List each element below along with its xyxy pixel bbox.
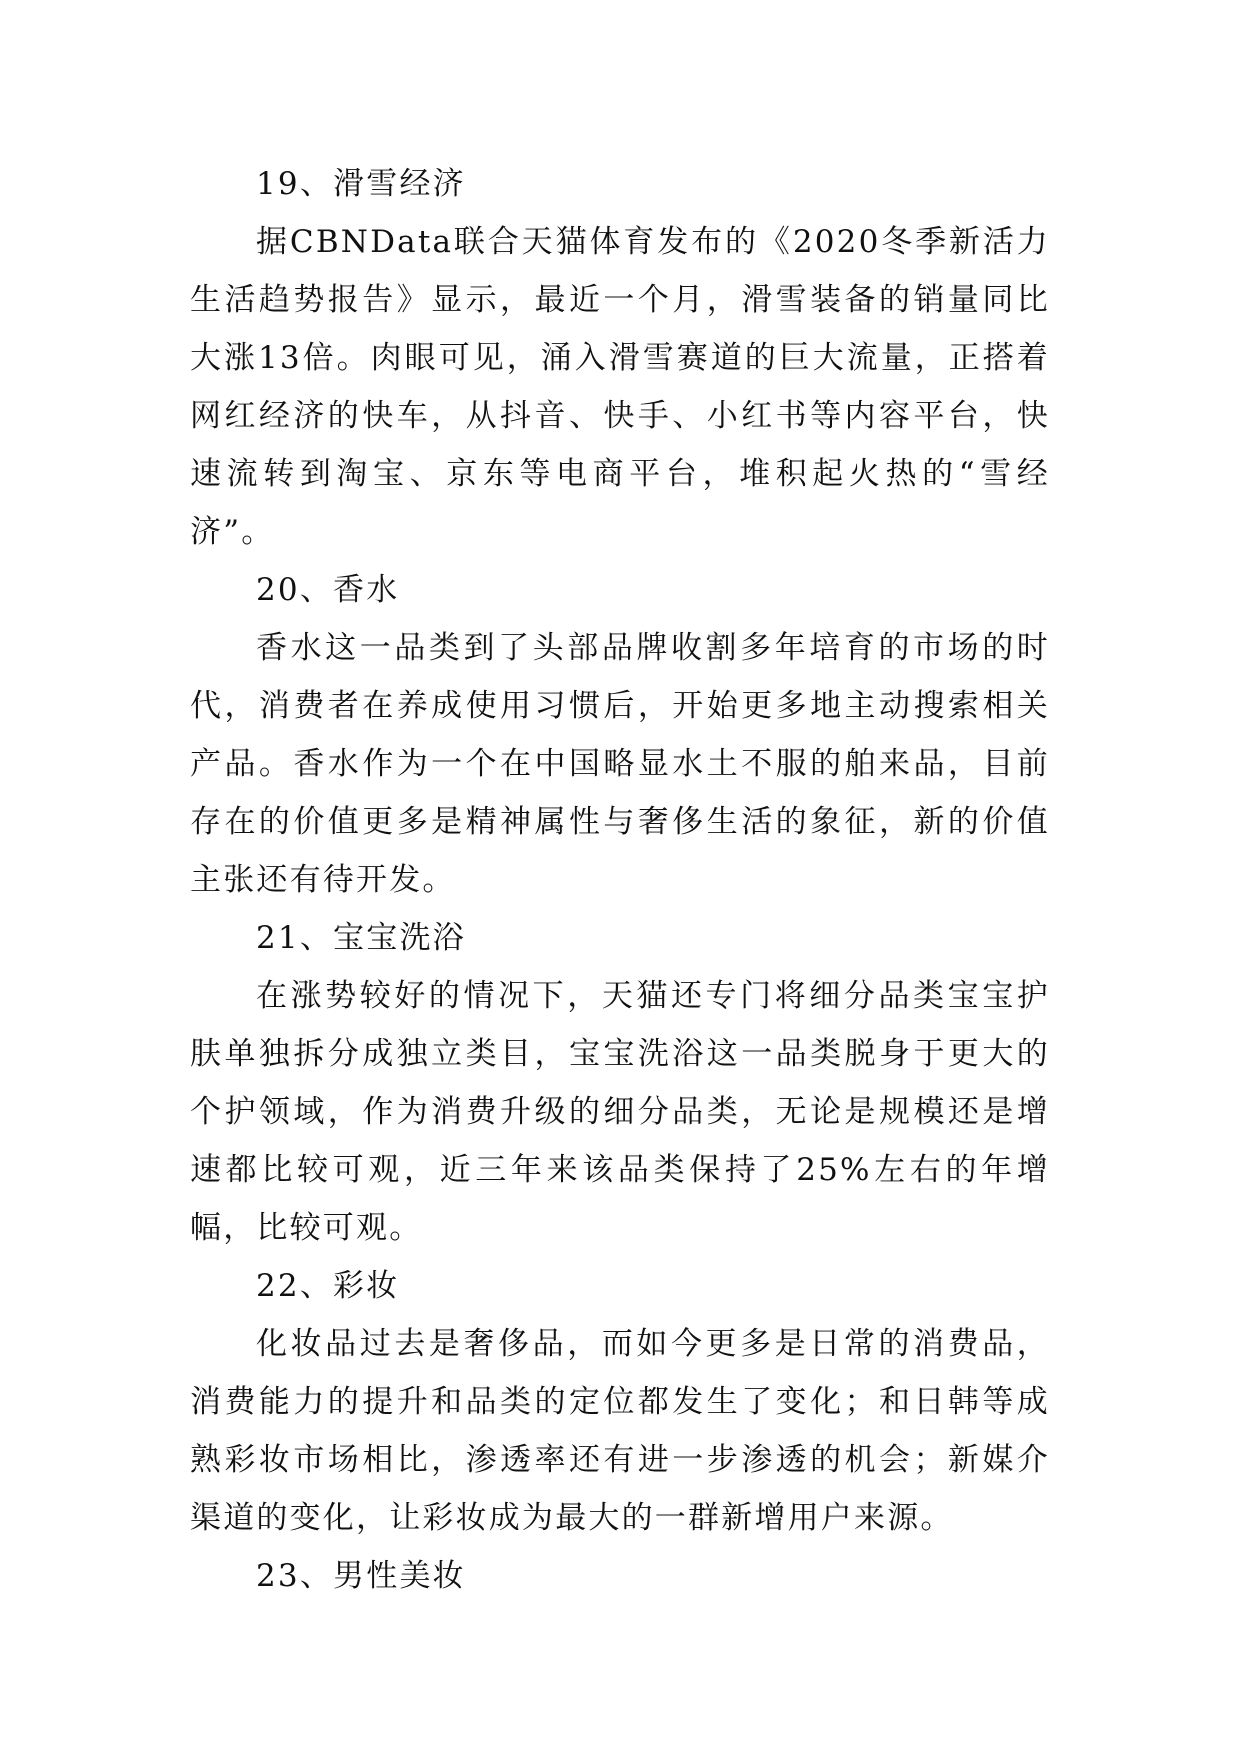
section-body-20: 香水这一品类到了头部品牌收割多年培育的市场的时代，消费者在养成使用习惯后，开始更多地主动搜索相关产品。香水作为一个在中国略显水土不服的舶来品，目前存在的价值更多是精神属性与奢侈生活的象征，新的价值主张还有待开发。 <box>190 630 1050 898</box>
section-body-19: 据CBNData联合天猫体育发布的《2020冬季新活力生活趋势报告》显示，最近一个月，滑雪装备的销量同比大涨13倍。肉眼可见，涌入滑雪赛道的巨大流量，正搭着网红经济的快车，从抖音、快手、小红书等内容平台，快速流转到淘宝、京东等电商平台，堆积起火热的“雪经济”。 <box>190 224 1050 550</box>
section-heading-19: 19、滑雪经济 <box>256 166 466 202</box>
section-heading-22: 22、彩妆 <box>256 1268 400 1304</box>
section-body-22: 化妆品过去是奢侈品，而如今更多是日常的消费品，消费能力的提升和品类的定位都发生了变化；和日韩等成熟彩妆市场相比，渗透率还有进一步渗透的机会；新媒介渠道的变化，让彩妆成为最大的一群新增用户来源。 <box>190 1326 1050 1536</box>
section-heading-21: 21、宝宝洗浴 <box>256 920 466 956</box>
section-body-21: 在涨势较好的情况下，天猫还专门将细分品类宝宝护肤单独拆分成独立类目，宝宝洗浴这一品类脱身于更大的个护领域，作为消费升级的细分品类，无论是规模还是增速都比较可观，近三年来该品类保持了25%左右的年增幅，比较可观。 <box>190 978 1050 1246</box>
section-heading-23: 23、男性美妆 <box>256 1558 466 1594</box>
document-content <box>190 155 1050 1605</box>
section-heading-20: 20、香水 <box>256 572 400 608</box>
